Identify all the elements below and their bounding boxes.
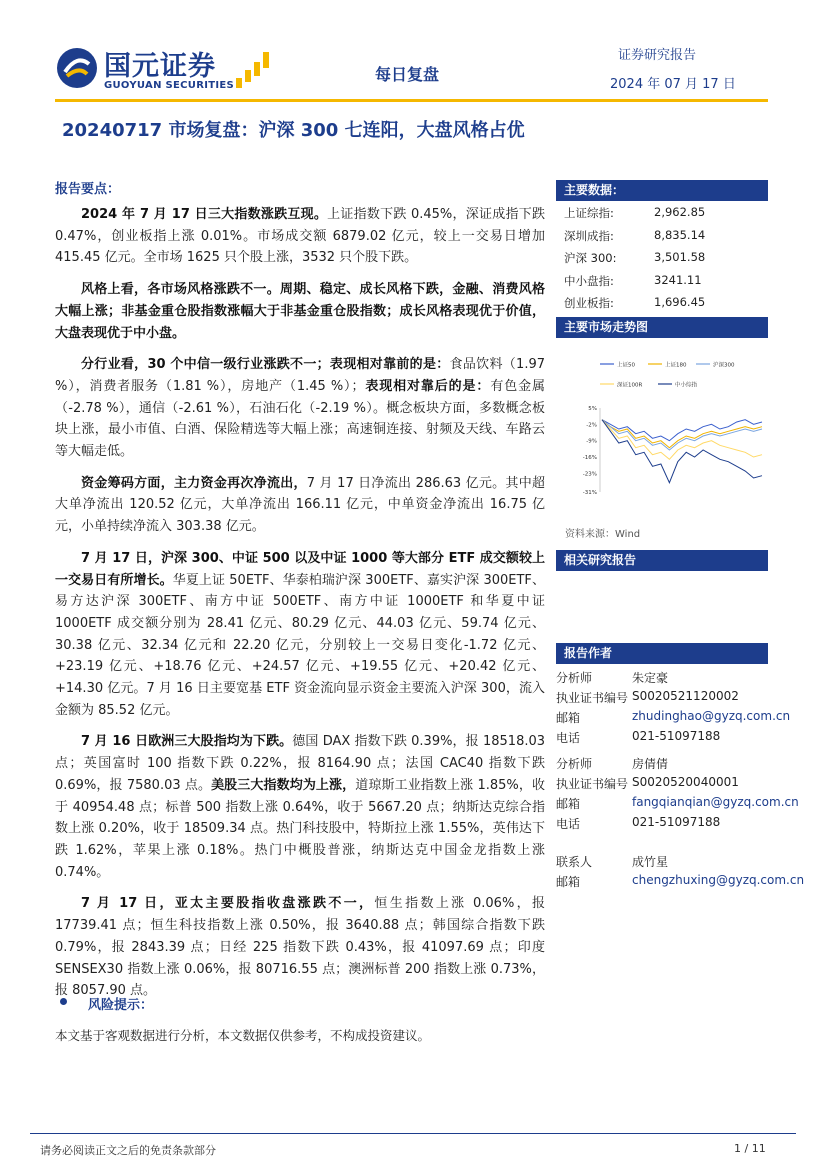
- series-line: [602, 420, 762, 448]
- contact-email-link[interactable]: chengzhuxing@gyzq.com.cn: [632, 873, 805, 887]
- contact-email-row: 邮箱 chengzhuxing@gyzq.com.cn: [556, 873, 805, 889]
- author-1-cert-row: 执业证书编号 S0020521120002: [556, 689, 739, 705]
- key-data-row: 创业板指: 1,696.45: [564, 295, 706, 310]
- document-title: 20240717 市场复盘：沪深 300 七连阳，大盘风格占优: [62, 120, 525, 141]
- logo-text-cn: 国元证券: [104, 51, 216, 82]
- logo-icon: [55, 46, 99, 90]
- summary-heading: 报告要点：: [55, 182, 121, 197]
- footer-disclaimer: 请务必阅读正文之后的免责条款部分: [40, 1144, 216, 1157]
- author-2-email-row: 邮箱 fangqianqian@gyzq.com.cn: [556, 795, 799, 811]
- paragraph-6: 7 月 16 日欧洲三大股指均为下跌。德国 DAX 指数下跌 0.39%，报 18518.03 点；英国富时 100 指数下跌 0.22%，报 8164.90 点；法国 CAC40 指数下跌 0.69%，报 7580.03 点。美股三大指数均为上涨，道琼斯工业指数上涨 1.85%，收于 40954.48 点；标普 500 指数上涨 0.64%，收于 5667.20 点；纳斯达克综合指数上涨 0.20%，收于 18509.34 点。热门科技股中，特斯拉上涨 1.55%，英伟达下跌 1.62%，苹果上涨 0.18%。热门中概股普涨，纳斯达克中国金龙指数上涨 0.74%。: [55, 734, 546, 880]
- series-line: [602, 420, 762, 460]
- legend-label: 上证50: [617, 362, 635, 369]
- author-1-name-row: 分析师 朱定豪: [556, 671, 669, 685]
- key-data-row: 中小盘指: 3241.11: [564, 272, 702, 288]
- key-data-row: 深圳成指: 8,835.14: [564, 227, 706, 243]
- risk-heading: 风险提示：: [88, 998, 154, 1013]
- series-line: [602, 420, 762, 441]
- paragraph-5: 7 月 17 日，沪深 300、中证 500 以及中证 1000 等大部分 ETF 成交额较上一交易日有所增长。华夏上证 50ETF、华泰柏瑞沪深 300ETF、嘉实沪深 300ETF、易方达沪深 300ETF、南方中证 500ETF、南方中证 1000ETF 和华夏中证 1000ETF 成交额分别为 28.41 亿元、80.29 亿元、44.03 亿元、59.74 亿元、30.38 亿元、32.34 亿元和 22.20 亿元，分别较上一交易日变化-1.72 亿元、+23.19 亿元、+18.76 亿元、+24.57 亿元、+19.55 亿元、+20.42 亿元、+14.30 亿元。7 月 16 日主要宽基 ETF 资金流向显示资金主要流入沪深 300，流入金额为 85.52 亿元。: [55, 550, 545, 718]
- risk-text: 本文基于客观数据进行分析，本文数据仅供参考，不构成投资建议。: [55, 1028, 431, 1043]
- y-tick-label: -16%: [582, 455, 597, 461]
- paragraph-1: 2024 年 7 月 17 日三大指数涨跌互现。上证指数下跌 0.45%，深证成指下跌 0.47%，创业板指上涨 0.01%。市场成交额 6879.02 亿元，较上一交易日增加 415.45 亿元。全市场 1625 只个股上涨，3532 只个股下跌。: [55, 207, 545, 266]
- key-data-row: 上证综指: 2,962.85: [564, 205, 706, 220]
- author-2-cert-row: 执业证书编号 S0020520040001: [556, 775, 739, 791]
- author-2-phone-row: 电话 021-51097188: [556, 815, 721, 831]
- paragraph-3: 分行业看，30 个中信一级行业涨跌不一；表现相对靠前的是：食品饮料（1.97 %），消费者服务（1.81 %），房地产（1.45 %）；表现相对靠后的是：有色金属（-2.78 %），通信（-2.61 %），石油石化（-2.19 %）。概念板块方面，多数概念板块上涨，最小市值、白酒、保险精选等大幅上涨；高速铜连接、射频及天线、车路云等大幅走低。: [55, 357, 545, 460]
- summary-body: [55, 204, 545, 1012]
- legend-label: 上证180: [665, 362, 687, 369]
- legend-label: 深证100R: [617, 382, 643, 389]
- y-tick-label: -23%: [582, 471, 597, 478]
- author-1-email-link[interactable]: zhudinghao@gyzq.com.cn: [632, 709, 791, 723]
- chart-source: 资料来源：Wind: [565, 529, 641, 540]
- header-rule: [55, 99, 768, 102]
- report-type: 证券研究报告: [618, 48, 697, 63]
- y-tick-label: -2%: [586, 422, 597, 429]
- page-number: 1 / 11: [734, 1142, 766, 1155]
- key-data-row: 沪深 300: 3,501.58: [564, 250, 706, 265]
- related-reports-bar: 相关研究报告: [556, 550, 768, 571]
- y-tick-label: 5%: [588, 406, 597, 412]
- bullet-icon: [60, 998, 67, 1005]
- legend-label: 中小综指: [675, 382, 698, 389]
- trend-chart-bar: 主要市场走势图: [556, 317, 768, 338]
- logo-bars-icon: [236, 48, 272, 90]
- author-2-email-link[interactable]: fangqianqian@gyzq.com.cn: [632, 795, 799, 809]
- series-line: [602, 420, 762, 450]
- section-title: 每日复盘: [375, 65, 440, 84]
- market-trend-chart: [578, 352, 770, 502]
- report-date: 2024 年 07 月 17 日: [610, 77, 736, 92]
- paragraph-4: 资金筹码方面，主力资金再次净流出，7 月 17 日净流出 286.63 亿元。其中超大单净流出 120.52 亿元，大单净流出 166.11 亿元，中单资金净流出 16.75 亿元，小单持续净流入 303.38 亿元。: [55, 475, 545, 535]
- authors-bar: 报告作者: [556, 643, 768, 664]
- contact-name-row: 联系人 成竹星: [556, 855, 669, 869]
- y-tick-label: -31%: [582, 490, 597, 496]
- paragraph-7: 7 月 17 日，亚太主要股指收盘涨跌不一，恒生指数上涨 0.06%，报 17739.41 点；恒生科技指数上涨 0.50%，报 3640.88 点；韩国综合指数下跌 0.79%，报 2843.39 点；日经 225 指数下跌 0.43%，报 41097.69 点；印度 SENSEX30 指数上涨 0.06%，报 80716.55 点；澳洲标普 200 指数上涨 0.73%，报 8057.90 点。: [55, 896, 546, 999]
- paragraph-2: 风格上看，各市场风格涨跌不一。周期、稳定、成长风格下跌，金融、消费风格大幅上涨；非基金重仓股指数涨幅大于非基金重仓股指数；成长风格表现优于价值，大盘表现优于中小盘。: [55, 282, 545, 341]
- author-2-name-row: 分析师 房倩倩: [556, 757, 669, 771]
- author-1-email-row: 邮箱 zhudinghao@gyzq.com.cn: [556, 709, 791, 725]
- footer-rule: [30, 1133, 796, 1134]
- logo-text-en: GUOYUAN SECURITIES: [104, 80, 235, 91]
- legend-label: 沪深300: [713, 362, 735, 369]
- author-1-phone-row: 电话 021-51097188: [556, 729, 721, 745]
- y-tick-label: -9%: [586, 438, 597, 445]
- key-data-bar: 主要数据：: [556, 180, 768, 201]
